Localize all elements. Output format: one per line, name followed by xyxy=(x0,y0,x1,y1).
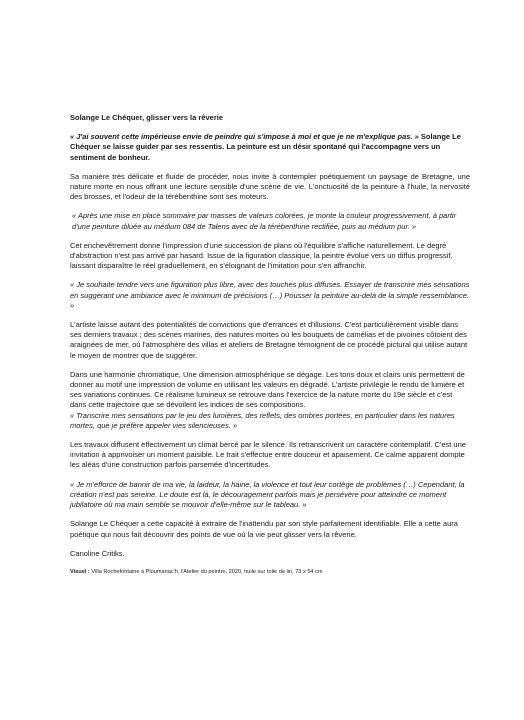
intro-text: Solange Le Chéquer se laisse guider par ses ressentis. La peinture est un désir spontané qui l'accompagne vers un sentiment de bonheur. xyxy=(70,132,461,162)
paragraph-4: Dans une harmonie chromatique, Une dimension atmosphérique se dégage. Les tons doux et clairs unis permettent de donner au motif une impression de volume en utilisant les valeurs en dégradé. L'artiste privilégie le rendu de lumière et ses variations continues. Ce réalisme lumineux se retrouve dans l'exercice de la nature morte du 19e siècle et c'est dans cette trajectoire que se dévoilent les indices de ses compositions. xyxy=(70,369,465,410)
quote-3: « Transcrire mes sensations par le jeu des lumières, des reflets, des ombres portées, en particulier dans les natures mortes, que je préfère appeler vies silencieuses. » xyxy=(70,410,455,430)
article-body xyxy=(70,113,470,576)
caption-label: Visuel : xyxy=(70,568,90,575)
quote-2: « Je souhaite tendre vers une figuration plus libre, avec des touches plus diffuses. Essayer de transcrire mes sensations en suggérant une ambiance avec le minimum de précisions (…) Pousser la peinture au-delà de la simple ressemblance. » xyxy=(70,280,470,310)
intro-quote: « J'ai souvent cette impérieuse envie de peindre qui s'impose à moi et que je ne m'explique pas. » xyxy=(70,132,419,142)
paragraph-3: L'artiste laisse autant des potentialités de convictions que d'errances et d'illusions. C'est particulièrement visible dans ses derniers travaux ; des scènes marines, des natures mortes où les bouquets de camélias et de pivoines côtoient des araignées de mer, où l'atmosphère des villas et ateliers de Bretagne témoignent de ce procédé pictural qui utilise autant le moyen de montrer que de suggérer. xyxy=(70,320,468,360)
caption-text: Villa Rochefontaine à Ploumanac'h, l'Atelier du peintre, 2020, huile sur toile de lin, 73 x 54 cm xyxy=(89,568,323,575)
paragraph-1: Sa manière très délicate et fluide de procéder, nous invite à contempler poétiquement un paysage de Bretagne, une nature morte en nous offrant une lecture sensible d'une scène de vie. L'onctuosité de la peinture à l'huile, la nervosité des brosses, et l'odeur de la térébenthine sont ses moteurs. xyxy=(70,171,470,202)
article-title: Solange Le Chéquer, glisser vers la rêverie xyxy=(70,113,223,122)
paragraph-5: Les travaux diffusent effectivement un climat bercé par le silence. Ils retranscrivent un caractère contemplatif. C'est une invitation à apprivoiser un moment paisible. Le trait s'effectue entre douceur et apaisement. Ce calme apparent dompte les aléas d'une construction parfois parsemée d'incertitudes. xyxy=(70,440,466,470)
author-signature: Canoline Critiks. xyxy=(70,548,125,558)
image-caption xyxy=(70,568,470,576)
intro-paragraph xyxy=(70,132,470,163)
paragraph-6: Solange Le Chéquer a cette capacité à extraire de l'inattendu par son style parfaitement identifiable. Elle a cette aura poétique qui nous fait découvrir des points de vue où la vie peut glisser vers la rêverie. xyxy=(70,519,458,539)
quote-4: « Je m'efforce de bannir de ma vie, la laideur, la haine, la violence et tout leur cortège de problèmes (…) Cependant, la création n'est pas sereine. Le doute est là, le découragement parfois mais je persévère pour atteindre ce moment jubilatoire où ma main semble se mouvoir d'elle-même sur le tableau. » xyxy=(70,479,465,510)
paragraph-2: Cet enchevêtrement donne l'impression d'une succession de plans où l'équilibre s'affiche naturellement. Le degré d'abstraction n'est pas arrivé par hasard. Issue de la figuration classique, la peintre évolue vers un diffus progressif, laissant disparaître le réel graduellement, en s'éloignant de l'imitation pour s'en affranchir. xyxy=(70,240,453,271)
quote-1: « Après une mise en place sommaire par masses de valeurs colorées, je monte la couleur progressivement, à partir d'une peinture diluée au médium 084 de Talens avec de la térébenthine rectifiée, puis au médium pur. » xyxy=(72,211,457,231)
